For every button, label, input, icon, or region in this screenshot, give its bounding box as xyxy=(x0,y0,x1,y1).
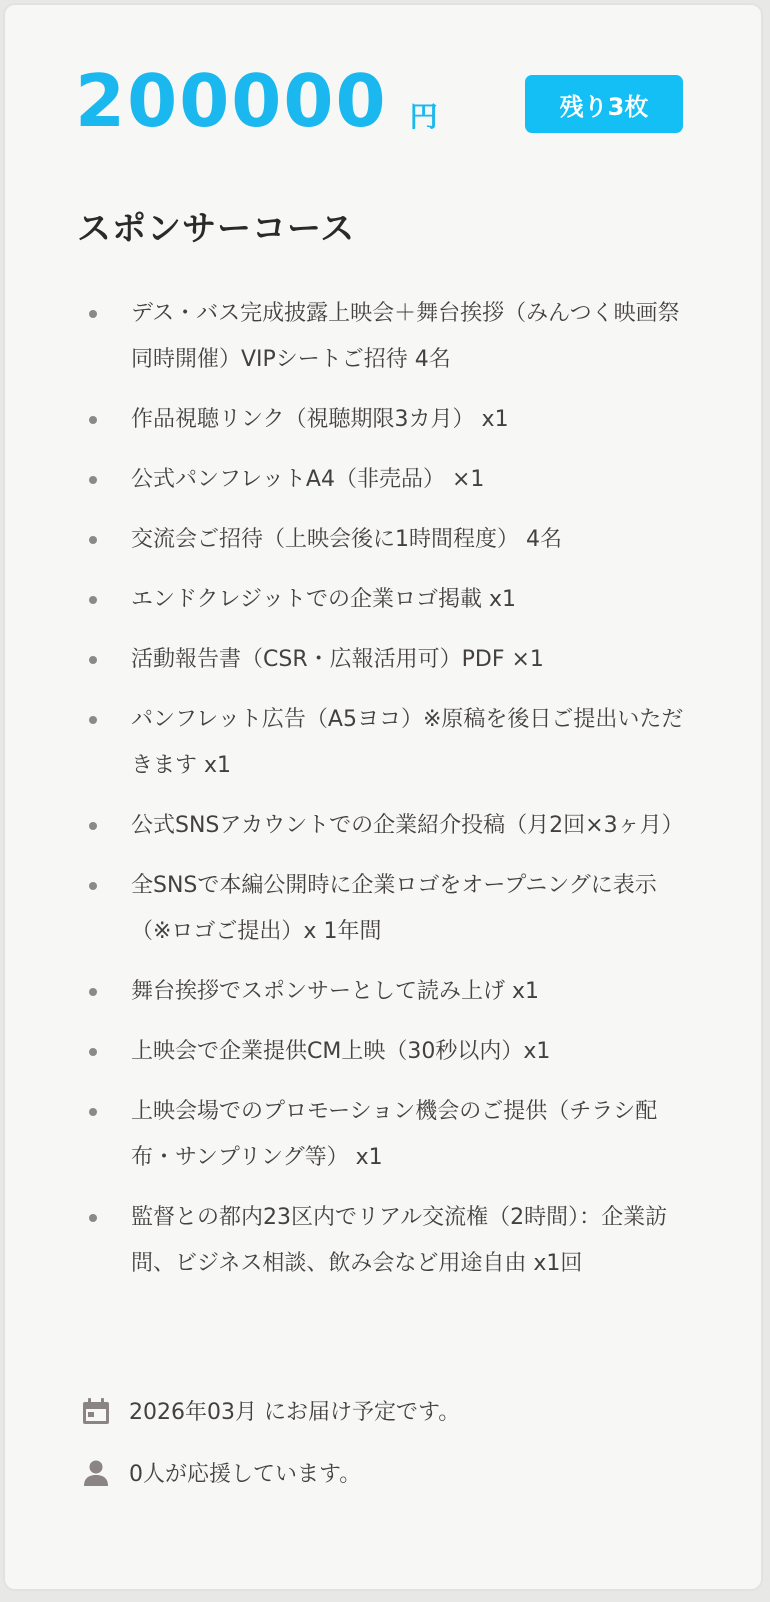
remaining-badge: 残り3枚 xyxy=(525,75,683,133)
reward-item xyxy=(81,803,691,849)
reward-text: 全SNSで本編公開時に企業ロゴをオープニングに表示（※ロゴご提出）x 1年間 xyxy=(131,873,657,944)
reward-item xyxy=(81,1089,691,1181)
reward-list xyxy=(81,291,691,1301)
bullet xyxy=(89,310,97,318)
bullet xyxy=(89,416,97,424)
bullet xyxy=(89,988,97,996)
reward-item xyxy=(81,1029,691,1075)
reward-text: 上映会場でのプロモーション機会のご提供（チラシ配布・サンプリング等） x1 xyxy=(131,1099,658,1170)
reward-text: 舞台挨拶でスポンサーとして読み上げ x1 xyxy=(131,979,540,1004)
reward-text: 公式パンフレットA4（非売品） ×1 xyxy=(131,467,485,492)
supporters-info xyxy=(81,1457,361,1488)
delivery-text: 2026年03月 にお届け予定です。 xyxy=(129,1400,461,1425)
bullet xyxy=(89,596,97,604)
bullet xyxy=(89,1108,97,1116)
bullet xyxy=(89,716,97,724)
reward-text: 作品視聴リンク（視聴期限3カ月） x1 xyxy=(131,407,509,432)
reward-item xyxy=(81,863,691,955)
reward-text: デス・バス完成披露上映会＋舞台挨拶（みんつく映画祭同時開催）VIPシートご招待 4名 xyxy=(131,301,680,372)
reward-item xyxy=(81,697,691,789)
reward-text: 上映会で企業提供CM上映（30秒以内）x1 xyxy=(131,1039,551,1064)
price-unit: 円 xyxy=(409,100,438,133)
reward-text: 監督との都内23区内でリアル交流権（2時間）：企業訪問、ビジネス相談、飲み会など用途自由 x1回 xyxy=(131,1205,668,1276)
reward-item xyxy=(81,637,691,683)
course-title: スポンサーコース xyxy=(77,209,356,249)
reward-item xyxy=(81,577,691,623)
reward-text: 公式SNSアカウントでの企業紹介投稿（月2回×3ヶ月） xyxy=(131,813,684,838)
bullet xyxy=(89,1048,97,1056)
bullet xyxy=(89,476,97,484)
bullet xyxy=(89,656,97,664)
bullet xyxy=(89,882,97,890)
delivery-info xyxy=(81,1395,460,1426)
reward-text: 交流会ご招待（上映会後に1時間程度） 4名 xyxy=(131,527,562,552)
bullet xyxy=(89,822,97,830)
supporters-text: 0人が応援しています。 xyxy=(129,1462,362,1487)
person-icon xyxy=(81,1458,111,1488)
reward-text: 活動報告書（CSR・広報活用可）PDF ×1 xyxy=(131,647,544,672)
bullet xyxy=(89,1214,97,1222)
reward-item xyxy=(81,1195,691,1287)
bullet xyxy=(89,536,97,544)
reward-item xyxy=(81,291,691,383)
reward-item xyxy=(81,969,691,1015)
reward-item xyxy=(81,397,691,443)
reward-text: パンフレット広告（A5ヨコ）※原稿を後日ご提出いただきます x1 xyxy=(131,707,684,778)
reward-text: エンドクレジットでの企業ロゴ掲載 x1 xyxy=(131,587,517,612)
reward-item xyxy=(81,457,691,503)
calendar-icon xyxy=(81,1396,111,1426)
price-amount: 200000 xyxy=(75,59,388,143)
reward-card[interactable] xyxy=(3,3,763,1591)
reward-item xyxy=(81,517,691,563)
price xyxy=(75,59,438,143)
